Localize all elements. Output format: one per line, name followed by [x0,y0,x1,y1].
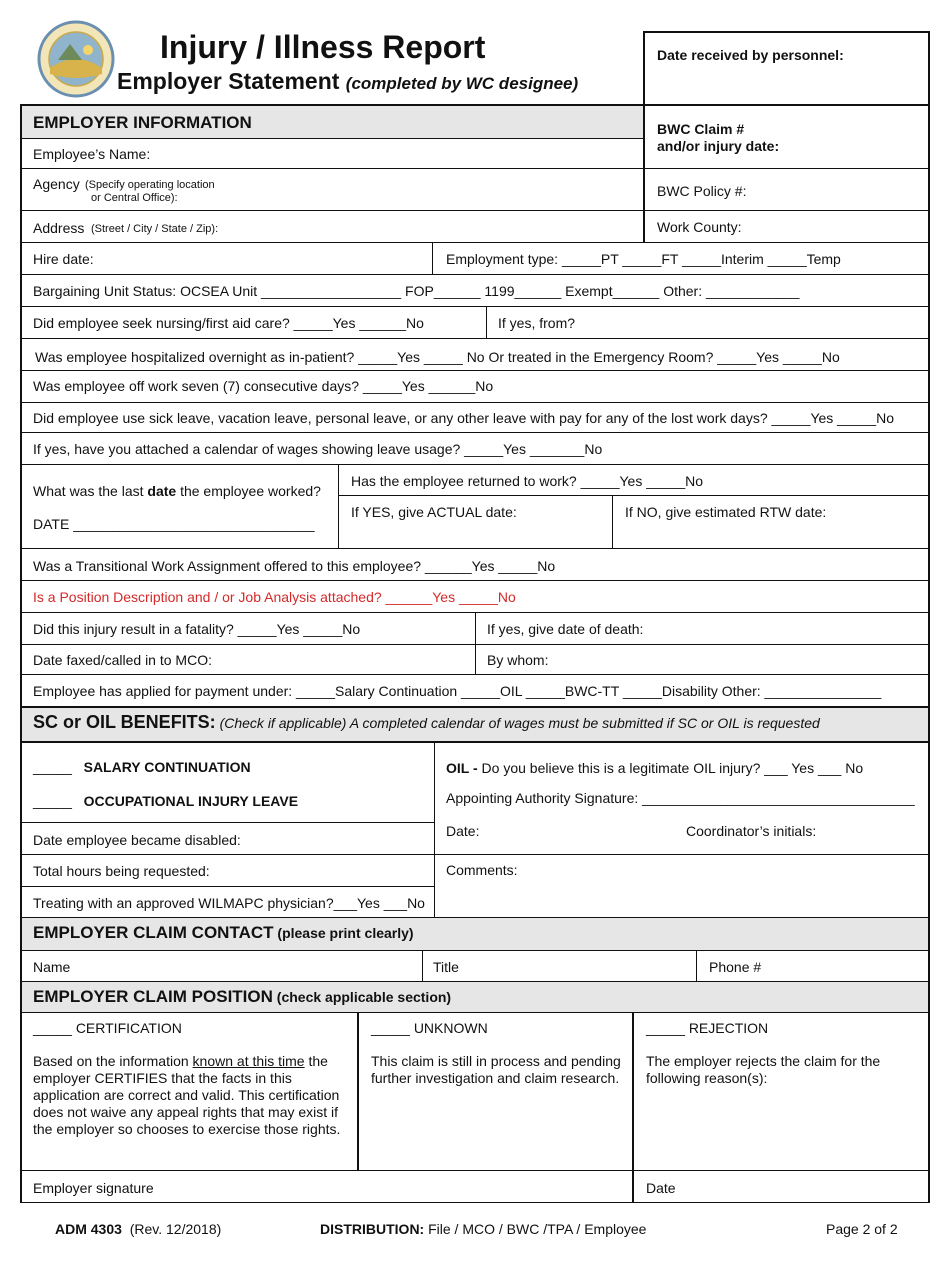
subtitle-text: Employer Statement [117,68,340,94]
signature-date-label: Date [646,1180,676,1196]
rtw-date-label: If NO, give estimated RTW date: [625,504,827,520]
oil-blank: _____ [33,793,72,809]
work-county-label: Work County: [657,219,742,235]
form-revision: (Rev. 12/2018) [129,1221,222,1237]
agency-note-2: or Central Office): [91,192,178,204]
address-note: (Street / City / State / Zip): [91,223,219,235]
bwc-claim-field[interactable] [646,156,926,208]
last-date-q-part2: the employee worked? [176,483,321,499]
address-field[interactable] [230,212,640,240]
actual-date-label: If YES, give ACTUAL date: [351,504,517,520]
salary-continuation-label: SALARY CONTINUATION [83,759,251,775]
death-date-label: If yes, give date of death: [487,621,644,637]
claim-contact-heading [33,925,414,941]
claim-contact-title: EMPLOYER CLAIM CONTACT [33,923,274,942]
employment-type-row[interactable]: Employment type: _____PT _____FT _____Interim _____Temp [446,251,841,267]
oil-question-text: Do you believe this is a legitimate OIL injury? ___ Yes ___ No [477,760,864,776]
address-label: Address [33,220,85,236]
mco-date-label: Date faxed/called in to MCO: [33,652,212,668]
cert-text-underlined: known at this time [192,1053,305,1069]
rejection-check[interactable]: _____ REJECTION [646,1020,769,1036]
unknown-text: This claim is still in process and pending further investigation and claim research. [371,1053,621,1086]
comments-field[interactable] [440,880,926,915]
distribution-list: File / MCO / BWC /TPA / Employee [424,1221,647,1237]
contact-title-label: Title [433,959,459,975]
coordinator-initials-label: Coordinator’s initials: [686,823,817,839]
comments-label: Comments: [446,862,518,878]
sick-leave-row[interactable]: Did employee use sick leave, vacation leave, personal leave, or any other leave with pay for any of the lost work days? _____Yes _____No [33,410,894,426]
distribution-label: DISTRIBUTION: [320,1221,425,1237]
employer-signature-field[interactable] [170,1173,625,1200]
bargaining-unit-row[interactable]: Bargaining Unit Status: OCSEA Unit __________________ FOP______ 1199______ Exempt______ Other: ____________ [33,283,800,299]
cert-text-part2: the employer CERTIFIES that the facts in this application are correct and valid. This certification does not waive any appeal rights that may exist if the employer so chooses to exercise those rights. [33,1053,341,1137]
rejection-text: The employer rejects the claim for the following reason(s): [646,1053,881,1086]
employee-name-label: Employee’s Name: [33,146,151,162]
nursing-from-label: If yes, from? [498,315,576,331]
returned-to-work-row[interactable]: Has the employee returned to work? _____Yes _____No [351,473,704,489]
contact-name-label: Name [33,959,71,975]
certification-text [33,1053,351,1138]
form-subtitle [117,67,578,98]
nursing-care-row[interactable]: Did employee seek nursing/first aid care? _____Yes ______No [33,315,424,331]
benefits-date-label: Date: [446,823,480,839]
employee-name-field[interactable] [200,140,640,166]
claim-position-note: (check applicable section) [276,989,452,1005]
hospitalized-row[interactable]: Was employee hospitalized overnight as in-patient? _____Yes _____ No Or treated in the Emergency Room? _____Yes _____No [35,349,840,365]
calendar-row[interactable]: If yes, have you attached a calendar of wages showing leave usage? _____Yes _______No [33,441,603,457]
last-date-q-bold: date [147,483,177,499]
appointing-signature-field[interactable]: Appointing Authority Signature: ___________________________________ [446,790,915,806]
employer-info-heading: EMPLOYER INFORMATION [33,113,252,132]
unknown-check[interactable]: _____ UNKNOWN [371,1020,488,1036]
date-received-field[interactable] [646,66,926,102]
form-id-code: ADM 4303 [55,1221,122,1237]
cert-text-part1: Based on the information [33,1053,193,1069]
agency-label: Agency [33,176,80,192]
payment-applied-row[interactable]: Employee has applied for payment under: _____Salary Continuation _____OIL _____BWC-TT _____Disability Other: _______________ [33,683,882,699]
form-title: Injury / Illness Report [160,29,486,65]
date-received-label: Date received by personnel: [657,47,844,63]
benefits-heading-title: SC or OIL BENEFITS: [33,712,216,732]
last-date-q-part1: What was the last [33,483,148,499]
salary-continuation-check[interactable] [33,759,251,775]
agency-note: (Specify operating location [85,179,215,191]
occupational-injury-check[interactable] [33,793,298,809]
contact-phone-label: Phone # [709,959,762,975]
fatality-row[interactable]: Did this injury result in a fatality? _____Yes _____No [33,621,361,637]
oil-question-bold: OIL - [446,760,478,776]
position-description-row[interactable]: Is a Position Description and / or Job Analysis attached? ______Yes _____No [33,589,516,605]
benefits-heading-note: (Check if applicable) A completed calendar of wages must be submitted if SC or OIL is requested [219,715,820,731]
oil-question-row[interactable] [446,760,863,776]
transitional-work-row[interactable]: Was a Transitional Work Assignment offered to this employee? ______Yes _____No [33,558,556,574]
claim-position-title: EMPLOYER CLAIM POSITION [33,987,273,1006]
bwc-claim-label: BWC Claim # [657,121,745,137]
salary-blank: _____ [33,759,72,775]
wilmapc-row[interactable]: Treating with an approved WILMAPC physician?___Yes ___No [33,895,425,911]
by-whom-label: By whom: [487,652,549,668]
last-date-worked-question [33,483,321,499]
subtitle-note: (completed by WC designee) [345,74,579,93]
hire-date-label: Hire date: [33,251,94,267]
bwc-claim-label-2: and/or injury date: [657,138,780,154]
form-id [55,1221,221,1237]
hire-date-field[interactable] [110,244,425,272]
claim-contact-note: (please print clearly) [277,925,414,941]
certification-check[interactable]: _____ CERTIFICATION [33,1020,182,1036]
date-disabled-label: Date employee became disabled: [33,832,241,848]
bwc-policy-label: BWC Policy #: [657,183,747,199]
distribution [320,1221,646,1237]
signature-date-field[interactable] [690,1173,925,1200]
page-number: Page 2 of 2 [826,1221,898,1237]
last-date-field[interactable]: DATE _______________________________ [33,516,315,532]
occupational-injury-label: OCCUPATIONAL INJURY LEAVE [83,793,299,809]
off-work-row[interactable]: Was employee off work seven (7) consecutive days? _____Yes ______No [33,378,494,394]
benefits-heading [33,714,820,731]
ohio-seal [36,20,116,98]
agency-field[interactable] [230,170,640,208]
claim-position-heading [33,989,451,1005]
employer-signature-label: Employer signature [33,1180,154,1196]
hours-requested-label: Total hours being requested: [33,863,210,879]
